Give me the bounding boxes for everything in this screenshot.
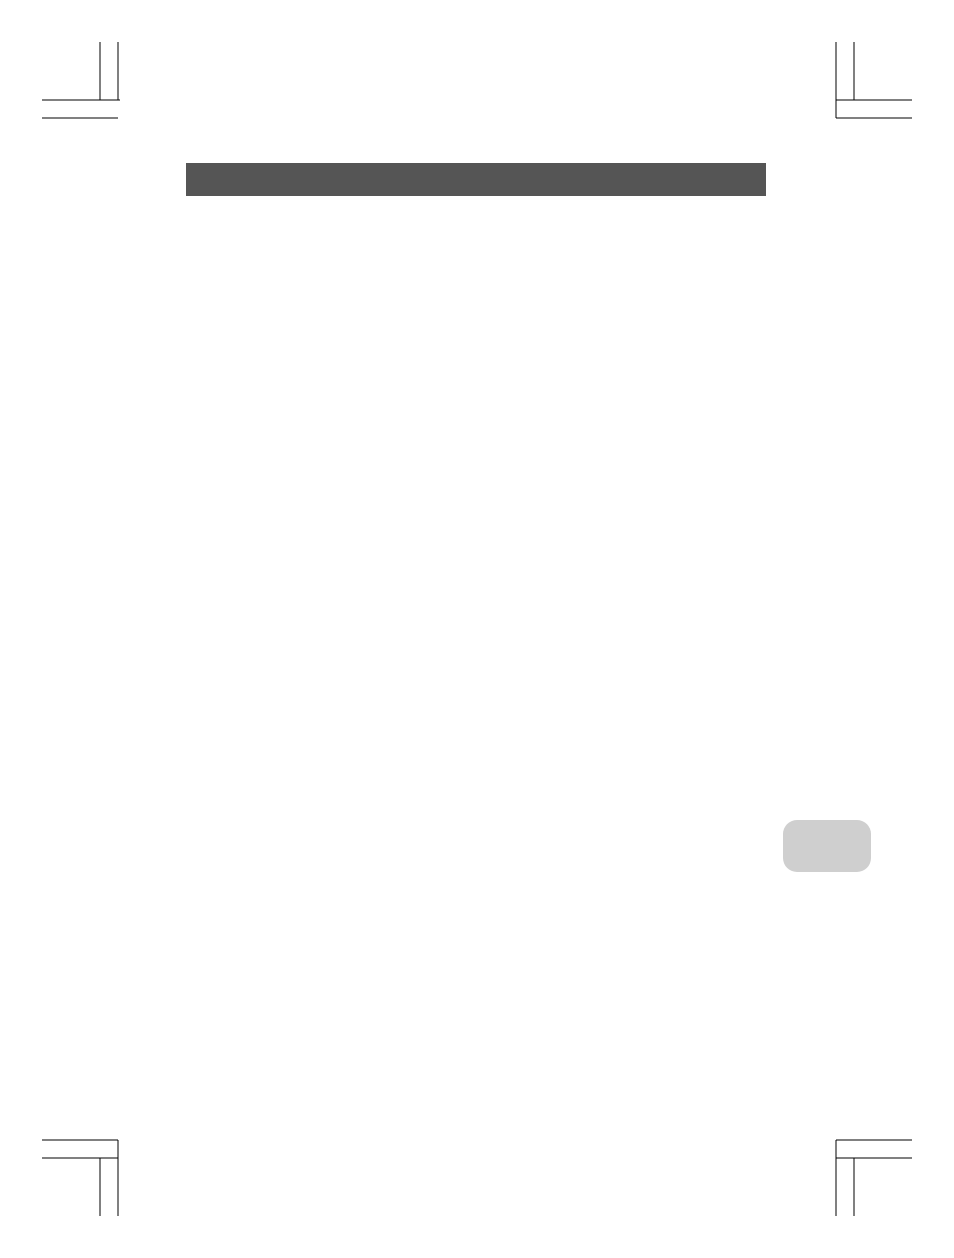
side-tab xyxy=(783,820,871,872)
side-label xyxy=(784,512,814,812)
